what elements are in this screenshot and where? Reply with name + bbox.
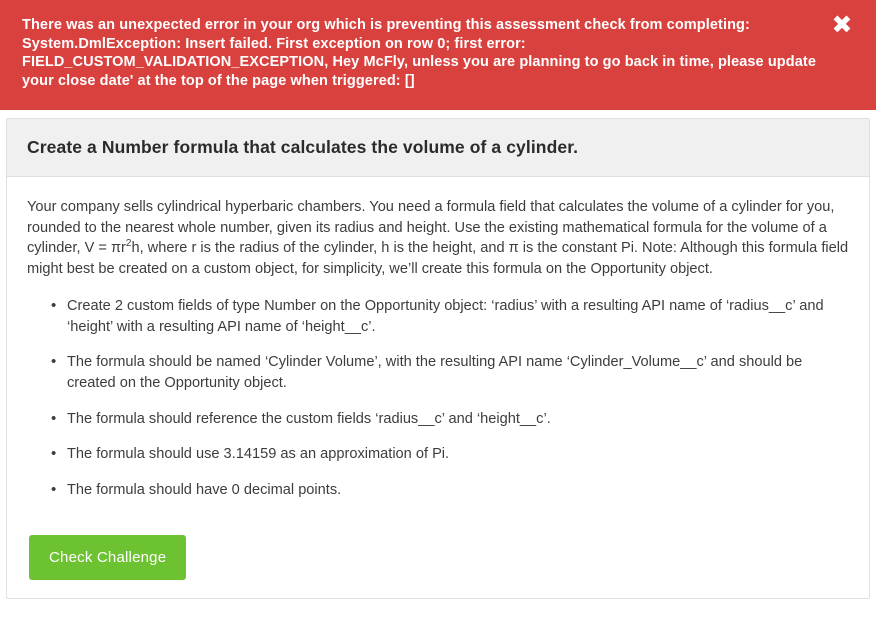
challenge-description — [27, 197, 849, 280]
challenge-description-part2: h, where r is the radius of the cylinder, h is the height, and π is the constant Pi. Note: Although this formula field might best be created on a custom object, for simplicity, we’ll create this formula on the Opportunity object. — [27, 240, 849, 278]
list-item: • The formula should use 3.14159 as an approximation of Pi. — [53, 444, 849, 465]
challenge-description-part1: Your company sells cylindrical hyperbaric chambers. You need a formula field that calculates the volume of a cylinder for you, rounded to the nearest whole number, given its radius and height. Use the existing mathematical formula for the volume of a cylinder, V = πr — [27, 199, 835, 257]
error-banner — [0, 0, 876, 110]
challenge-header — [7, 119, 869, 177]
requirements-list — [27, 296, 849, 501]
page-title: Create a Number formula that calculates the volume of a cylinder. — [27, 137, 579, 157]
check-challenge-button[interactable]: Check Challenge — [29, 535, 186, 580]
challenge-card — [6, 118, 870, 599]
exponent-two: 2 — [125, 238, 132, 250]
challenge-body — [7, 177, 869, 598]
list-item: • The formula should have 0 decimal points. — [53, 480, 849, 501]
list-item: • The formula should reference the custom fields ‘radius__c’ and ‘height__c’. — [53, 409, 849, 430]
list-item: • The formula should be named ‘Cylinder Volume’, with the resulting API name ‘Cylinder_Volume__c’ and should be created on the Opportunity object. — [53, 352, 849, 393]
close-icon[interactable]: ✖ — [831, 10, 853, 39]
list-item: • Create 2 custom fields of type Number on the Opportunity object: ‘radius’ with a resulting API name of ‘radius__c’ and ‘height’ with a resulting API name of ‘height__c’. — [53, 296, 849, 337]
error-message: There was an unexpected error in your org which is preventing this assessment check from completing: System.DmlException: Insert failed. First exception on row 0; first error: FIELD_CUSTOM_VALIDATION_EXCEPTION, Hey McFly, unless you are planning to go back in time, please update your close date' at the top of the page when triggered: [] — [22, 17, 821, 89]
